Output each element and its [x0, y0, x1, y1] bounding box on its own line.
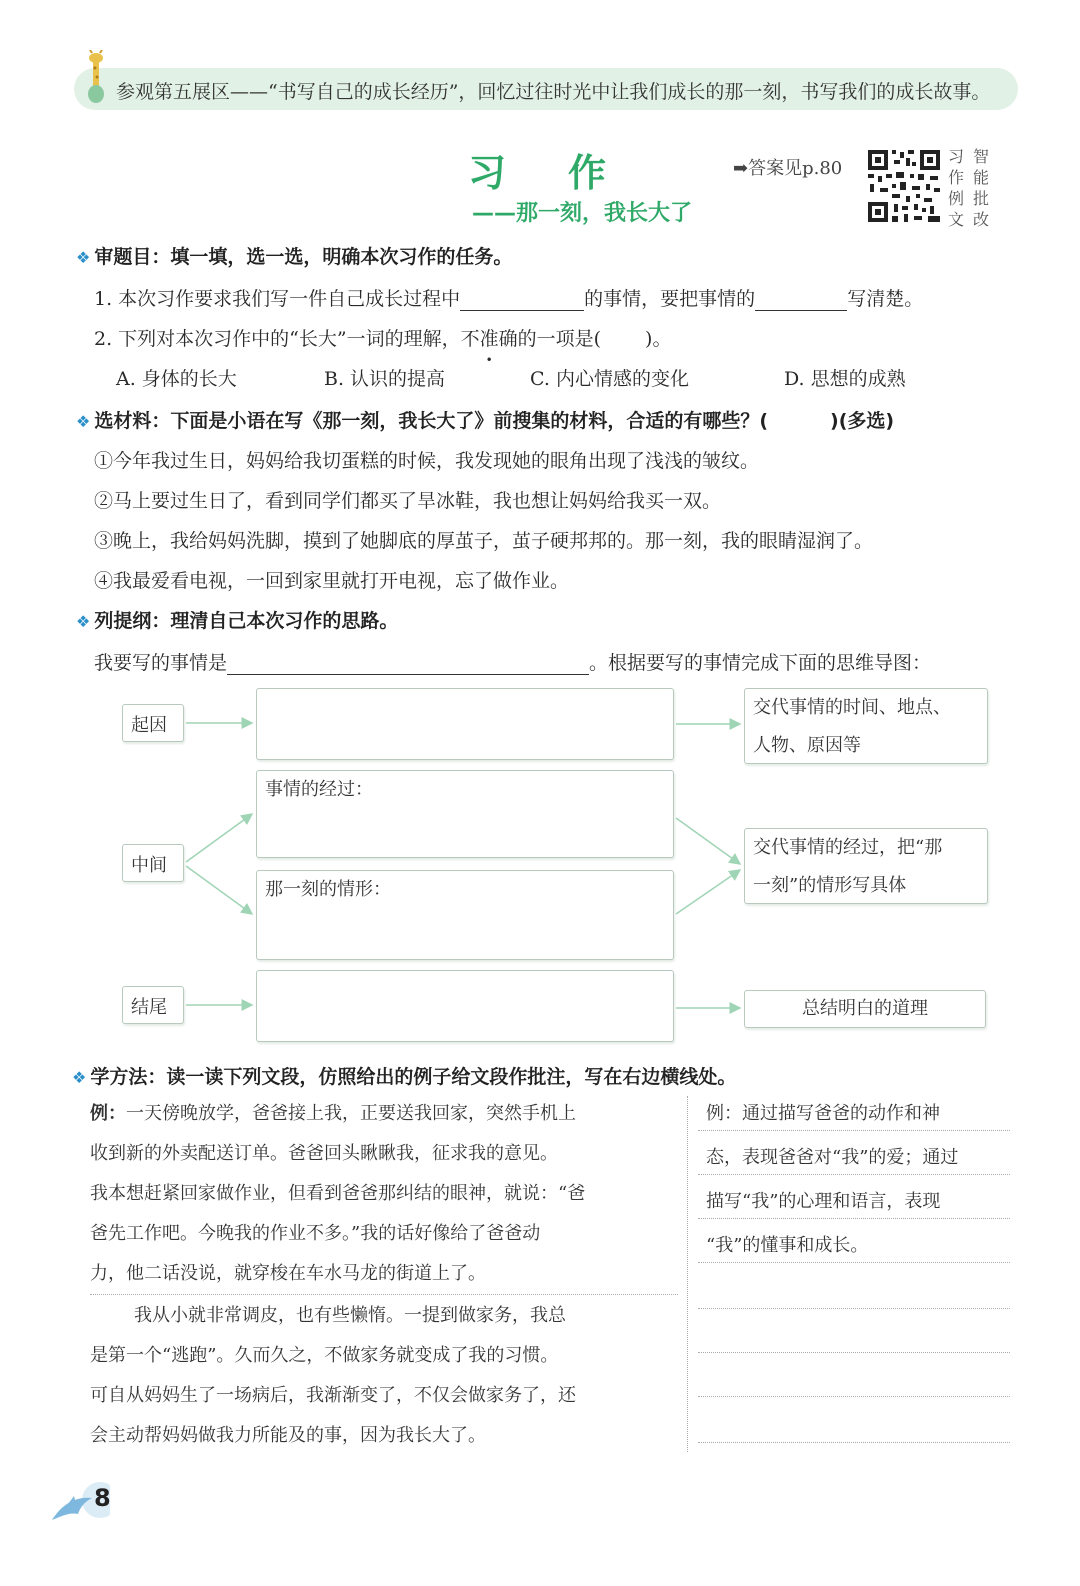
annotation-answer-line-2[interactable] [698, 1352, 1010, 1353]
example-line-2: 收到新的外卖配送订单。爸爸回头瞅瞅我，征求我的意见。 [90, 1143, 558, 1164]
practice-passage [90, 1296, 680, 1456]
passage-line-2: 是第一个“逃跑”。久而久之，不做家务就变成了我的习惯。 [90, 1345, 559, 1366]
question-1: 1. 本次习作要求我们写一件自己成长过程中 的事情，要把事情的 写清楚。 [94, 288, 924, 310]
material-item-1: ①今年我过生日，妈妈给我切蛋糕的时候，我发现她的眼角出现了浅浅的皱纹。 [94, 450, 760, 472]
banner-text: 参观第五展区——“书写自己的成长经历”，回忆过往时光中让我们成长的那一刻，书写我们的成长故事。 [116, 81, 991, 103]
passage-line-1: 我从小就非常调皮，也有些懒惰。一提到做家务，我总 [134, 1305, 566, 1326]
question-2: 2. 下列对本次习作中的“长大”一词的理解，不准确的一项是( )。 [94, 324, 671, 351]
page-subtitle: ——那一刻，我长大了 [472, 201, 693, 226]
option-c[interactable]: C. 内心情感的变化 [530, 368, 689, 390]
mindmap-middle-answer-box-2[interactable]: 那一刻的情形： [256, 870, 674, 960]
passage-line-4: 会主动帮妈妈做我力所能及的事，因为我长大了。 [90, 1425, 486, 1446]
qr-side-label-col1: 习 作 例 文 [947, 147, 964, 229]
emphasis-text: 不准确 [460, 328, 518, 350]
answer-reference: ➡答案见p.80 [733, 158, 843, 179]
mindmap-end-label-box: 结尾 [122, 986, 184, 1024]
section-heading-4: ❖ 学方法：读一读下列文段，仿照给出的例子给文段作批注，写在右边横线处。 [72, 1066, 737, 1088]
mindmap-middle-label-box: 中间 [122, 844, 184, 882]
option-a[interactable]: A. 身体的长大 [116, 368, 237, 390]
section-heading-3: ❖ 列提纲：理清自己本次习作的思路。 [76, 610, 399, 632]
passage-line-3: 可自从妈妈生了一场病后，我渐渐变了，不仅会做家务了，还 [90, 1385, 576, 1406]
title-char-1: 习 [468, 151, 509, 195]
annotation-answer-line-1[interactable] [698, 1308, 1010, 1309]
diamond-bullet-icon: ❖ [72, 1068, 87, 1087]
annotation-rule-4 [698, 1262, 1010, 1263]
annotation-rule-1 [698, 1130, 1010, 1131]
arrow-middle-to-box-1 [186, 814, 252, 862]
mindmap-start-label-box: 起因 [122, 704, 184, 742]
page-number: 8 [94, 1484, 111, 1512]
column-divider [687, 1096, 688, 1452]
arrow-box-1-to-middle-note [676, 818, 740, 864]
example-label: 例： [90, 1103, 126, 1124]
annotation-line-4: “我”的懂事和成长。 [706, 1235, 869, 1256]
arrow-box-2-to-middle-note [676, 870, 740, 914]
mindmap-middle-note: 交代事情的经过，把“那 一刻”的情形写具体 [744, 828, 988, 904]
section-heading-1: ❖ 审题目：填一填，选一选，明确本次习作的任务。 [76, 246, 513, 268]
annotation-rule-2 [698, 1174, 1010, 1175]
material-item-2: ②马上要过生日了，看到同学们都买了旱冰鞋，我也想让妈妈给我买一双。 [94, 490, 722, 512]
example-line-1: 例：一天傍晚放学，爸爸接上我，正要送我回家，突然手机上 [90, 1103, 576, 1124]
mindmap-end-note: 总结明白的道理 [744, 990, 986, 1028]
mindmap-middle-answer-box-1[interactable]: 事情的经过： [256, 770, 674, 858]
title-char-2: 作 [568, 151, 609, 195]
section-heading-2: ❖ 选材料：下面是小语在写《那一刻，我长大了》前搜集的材料，合适的有哪些？( )(多选) [76, 410, 895, 432]
example-line-5: 力，他二话没说，就穿梭在车水马龙的街道上了。 [90, 1263, 486, 1284]
option-b[interactable]: B. 认识的提高 [324, 368, 446, 390]
option-d[interactable]: D. 思想的成熟 [784, 368, 906, 390]
example-line-3: 我本想赶紧回家做作业，但看到爸爸那纠结的眼神，就说：“爸 [90, 1183, 586, 1204]
annotation-rule-3 [698, 1218, 1010, 1219]
annotation-line-1: 例：通过描写爸爸的动作和神 [706, 1103, 940, 1124]
example-line-4: 爸先工作吧。今晚我的作业不多。”我的话好像给了爸爸动 [90, 1223, 541, 1244]
material-item-4: ④我最爱看电视，一回到家里就打开电视，忘了做作业。 [94, 570, 570, 592]
annotation-line-3: 描写“我”的心理和语言，表现 [706, 1191, 941, 1212]
example-divider [90, 1294, 678, 1295]
material-item-3: ③晚上，我给妈妈洗脚，摸到了她脚底的厚茧子，茧子硬邦邦的。那一刻，我的眼睛湿润了。 [94, 530, 874, 552]
annotation-example [706, 1092, 1006, 1268]
diamond-bullet-icon: ❖ [76, 412, 91, 431]
example-passage [90, 1094, 680, 1294]
qr-side-label-col2: 智 能 批 改 [972, 147, 989, 229]
arrow-middle-to-box-2 [186, 866, 252, 914]
diamond-bullet-icon: ❖ [76, 612, 91, 631]
annotation-line-2: 态，表现爸爸对“我”的爱；通过 [706, 1147, 959, 1168]
outline-prompt: 我要写的事情是 。根据要写的事情完成下面的思维导图： [94, 652, 932, 674]
diamond-bullet-icon: ❖ [76, 248, 91, 267]
mindmap-start-note: 交代事情的时间、地点、 人物、原因等 [744, 688, 988, 764]
annotation-answer-line-4[interactable] [698, 1442, 1010, 1443]
annotation-answer-line-3[interactable] [698, 1396, 1010, 1397]
